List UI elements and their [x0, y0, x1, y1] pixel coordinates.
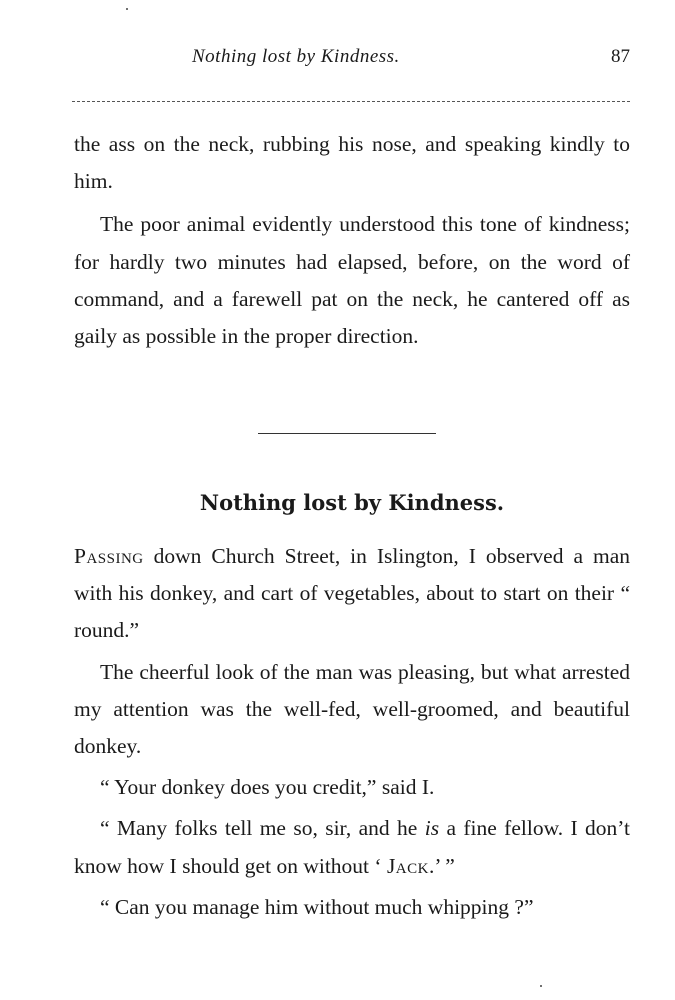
page-number: 87 — [611, 46, 630, 67]
paragraph: The poor animal evidently understood this tone of kindness; for hardly two minutes had elapsed, before, on the word of command, and a farewell pat on the neck, he cantered off as gaily as possible in the proper direction. — [74, 212, 630, 349]
dialogue-line — [74, 810, 630, 884]
paper-speck — [126, 8, 128, 10]
running-title: Nothing lost by Kindness. — [192, 46, 400, 67]
paper-speck — [540, 985, 542, 987]
donkey-name: Jack — [386, 853, 429, 878]
dialogue-line: “ Can you manage him without much whipping ?” — [100, 894, 534, 919]
section-divider — [258, 433, 436, 434]
paragraph: The cheerful look of the man was pleasing, but what arrested my attention was the well-fed, well-groomed, and beautiful donkey. — [74, 659, 630, 759]
previous-story-ending — [74, 126, 630, 355]
emphasis-text: is — [424, 816, 440, 841]
dialogue-text: .’ ” — [428, 853, 455, 878]
dialogue-text: “ Many folks tell me so, sir, and he — [100, 816, 425, 841]
opening-text: down Church Street, in Islington, I observed a man with his donkey, and cart of vegetables, about to start on their “ round.” — [74, 544, 630, 643]
paragraph-continuation: the ass on the neck, rubbing his nose, and speaking kindly to him. — [74, 132, 630, 194]
running-head — [72, 46, 630, 76]
opening-word: Passing — [74, 544, 144, 568]
story-body — [74, 538, 630, 926]
header-rule — [72, 101, 630, 102]
dialogue-text: a fine fellow. I don’t know how I should get on without ‘ — [74, 816, 630, 878]
dialogue-line: “ Your donkey does you credit,” said I. — [100, 775, 435, 800]
paragraph-opening — [74, 538, 630, 650]
section-heading: Nothing lost by Kindness. — [199, 490, 505, 515]
